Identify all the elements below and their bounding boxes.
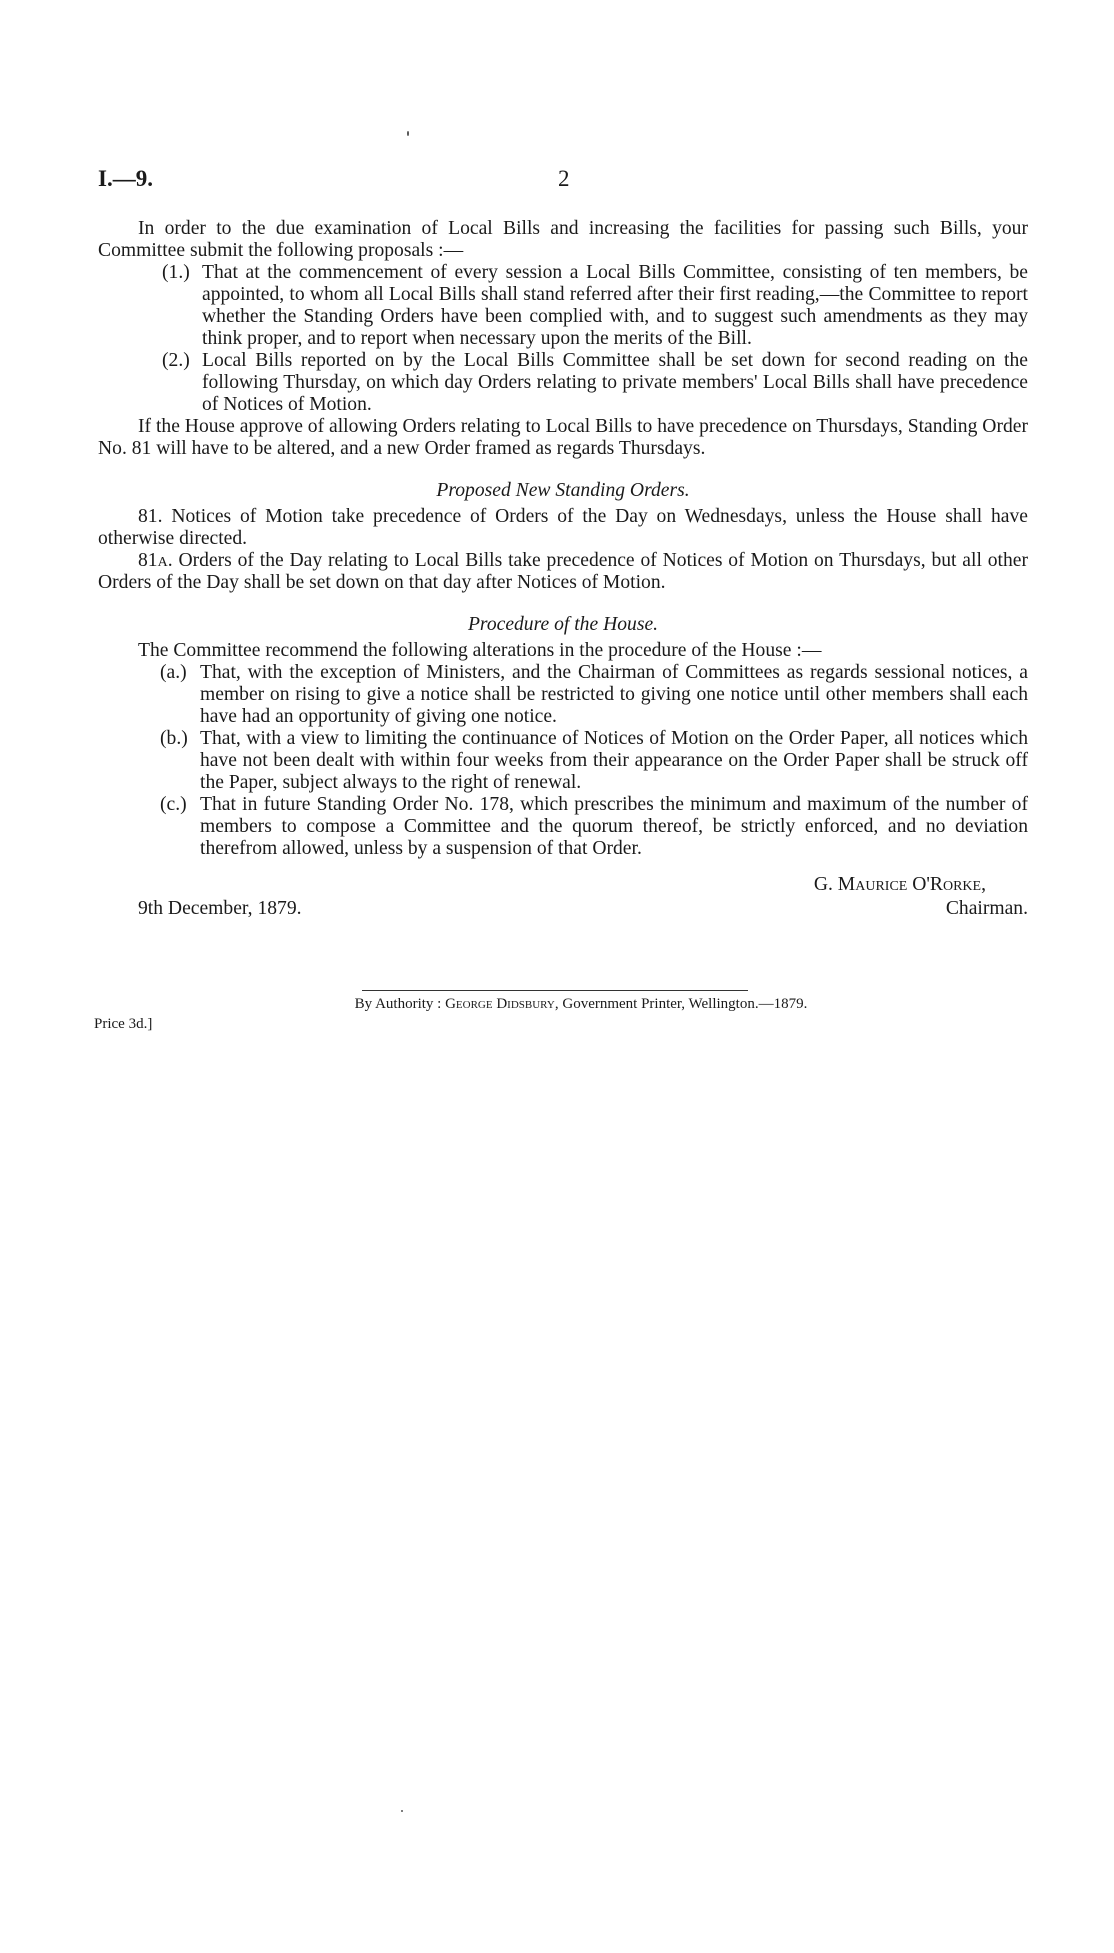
procedure-item — [98, 794, 1028, 860]
printer-imprint — [98, 996, 1028, 1013]
signatory-title: Chairman. — [945, 898, 1028, 919]
standing-order-text: Orders of the Day relating to Local Bills take precedence of Notices of Motion on Thursdays, but all other Orders of the Day shall be set down on that day after Notices of Motion. — [98, 550, 1028, 593]
procedure-item-letter: (c.) — [160, 794, 187, 815]
signature-block — [98, 874, 1028, 932]
printer-name: George Didsbury, — [445, 996, 559, 1012]
paper-speck — [401, 1810, 403, 1812]
procedure-item-letter: (b.) — [160, 728, 188, 749]
intro-paragraph: In order to the due examination of Local Bills and increasing the facilities for passing such Bills, your Committee submit the following proposals :— — [98, 218, 1028, 261]
closing-paragraph: If the House approve of allowing Orders relating to Local Bills to have precedence on Thursdays, Standing Order No. 81 will have to be altered, and a new Order framed as regards Thursdays. — [98, 416, 1028, 459]
document-body — [98, 218, 1028, 932]
imprint-divider — [362, 990, 748, 991]
standing-order — [98, 506, 1028, 550]
price-note: Price 3d.] — [94, 1016, 153, 1032]
page-number: 2 — [558, 166, 570, 191]
standing-orders-heading: Proposed New Standing Orders. — [436, 480, 690, 501]
proposal-number: (1.) — [162, 262, 190, 283]
imprint-prefix: By Authority : — [354, 996, 442, 1012]
report-date: 9th December, 1879. — [138, 898, 302, 919]
page-header — [98, 166, 1028, 196]
standing-order-number: 81a. — [138, 550, 173, 571]
procedure-intro: The Committee recommend the following alterations in the procedure of the House :— — [138, 640, 822, 661]
procedure-item-text: That, with a view to limiting the continuance of Notices of Motion on the Order Paper, all notices which have not been dealt with within four weeks from their appearance on the Order Paper shall be struck off the Paper, subject always to the right of renewal. — [200, 728, 1028, 793]
procedure-item — [98, 728, 1028, 794]
paper-reference: I.—9. — [98, 166, 153, 191]
procedure-item — [98, 662, 1028, 728]
procedure-heading: Procedure of the House. — [467, 614, 659, 635]
procedure-item-text: That in future Standing Order No. 178, which prescribes the minimum and maximum of the number of members to compose a Committee and the quorum thereof, be strictly enforced, and no deviation therefrom allowed, unless by a suspension of that Order. — [200, 794, 1028, 859]
proposal-text: That at the commencement of every session a Local Bills Committee, consisting of ten members, be appointed, to whom all Local Bills shall stand referred after their first reading,—the Committee to report whether the Standing Orders have been complied with, and to suggest such amendments as they may think proper, and to report when necessary upon the merits of the Bill. — [202, 262, 1028, 349]
standing-order — [98, 550, 1028, 594]
procedure-item-letter: (a.) — [160, 662, 187, 683]
procedure-item-text: That, with the exception of Ministers, and the Chairman of Committees as regards sessional notices, a member on rising to give a notice shall be restricted to giving one notice until other members shall each have had an opportunity of giving one notice. — [200, 662, 1028, 727]
imprint-suffix: Government Printer, Wellington.—1879. — [562, 996, 808, 1012]
proposal-item — [98, 350, 1028, 416]
proposal-text: Local Bills reported on by the Local Bills Committee shall be set down for second reading on the following Thursday, on which day Orders relating to private members' Local Bills shall have precedence of Notices of Motion. — [202, 350, 1028, 415]
standing-order-text: Notices of Motion take precedence of Orders of the Day on Wednesdays, unless the House shall have otherwise directed. — [98, 506, 1028, 549]
signatory-name: G. Maurice O'Rorke, — [813, 874, 986, 895]
standing-order-number: 81. — [138, 506, 163, 527]
proposal-number: (2.) — [162, 350, 190, 371]
proposal-item — [98, 262, 1028, 350]
paper-speck — [407, 131, 409, 136]
